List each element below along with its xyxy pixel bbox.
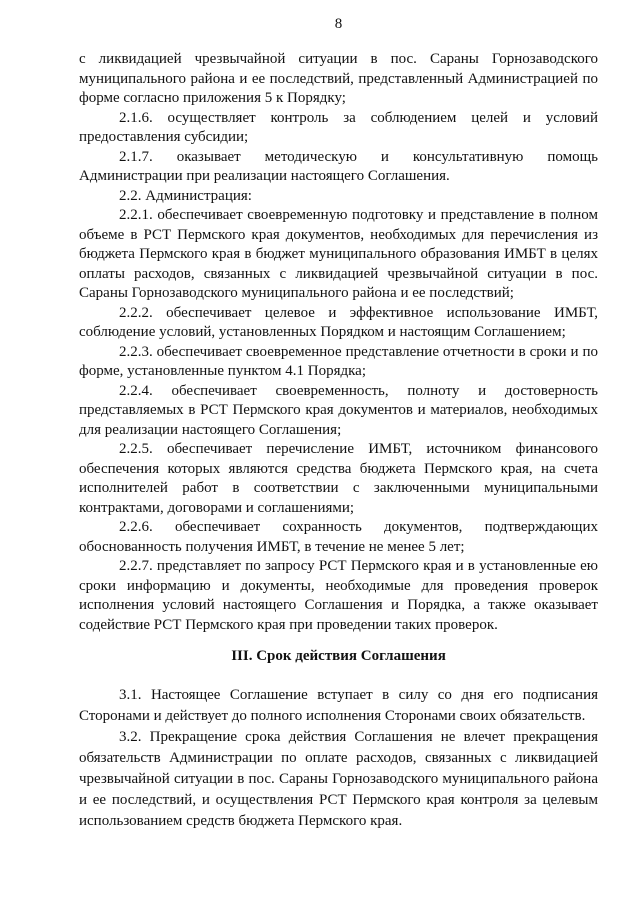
- paragraph-2-2-6: 2.2.6. обеспечивает сохранность документов, подтверждающих обоснованность получения ИМБТ, в течение не менее 5 лет;: [79, 519, 598, 555]
- paragraph-2-1-7: 2.1.7. оказывает методическую и консультативную помощь Администрации при реализации настоящего Соглашения.: [79, 148, 598, 184]
- paragraph-2-2-3: 2.2.3. обеспечивает своевременное представление отчетности в сроки и по форме, установленные пунктом 4.1 Порядка;: [79, 343, 598, 379]
- page-number: 8: [334, 16, 343, 32]
- paragraph-3-2: 3.2. Прекращение срока действия Соглашения не влечет прекращения обязательств Администрации по оплате расходов, связанных с ликвидацией чрезвычайной ситуации в пос. Сараны Горнозаводского муниципального района и ее последствий, и осуществления РСТ Пермского края контроля за целевым использованием средств бюджета Пермского края.: [79, 729, 598, 829]
- section-3-heading: III. Срок действия Соглашения: [231, 648, 446, 664]
- paragraph-3-1: 3.1. Настоящее Соглашение вступает в силу со дня его подписания Сторонами и действует до полного исполнения Сторонами своих обязательств.: [79, 687, 598, 724]
- paragraph-2-1-6: 2.1.6. осуществляет контроль за соблюдением целей и условий предоставления субсидии;: [79, 109, 598, 145]
- paragraph-2-2-7: 2.2.7. представляет по запросу РСТ Пермского края и в установленные ею сроки информацию и документы, необходимые для проведения проверок исполнения условий настоящего Соглашения и Порядка, а также оказывает содействие РСТ Пермского края при проведении таких проверок.: [79, 558, 598, 633]
- paragraph-continuation: с ликвидацией чрезвычайной ситуации в пос. Сараны Горнозаводского муниципального района и ее последствий, представленный Администрацией по форме согласно приложения 5 к Порядку;: [79, 51, 598, 106]
- paragraph-2-2-2: 2.2.2. обеспечивает целевое и эффективное использование ИМБТ, соблюдение условий, установленных Порядком и настоящим Соглашением;: [79, 304, 598, 340]
- paragraph-2-2-5: 2.2.5. обеспечивает перечисление ИМБТ, источником финансового обеспечения которых являются средства бюджета Пермского края, на счета исполнителей работ в соответствии с заключенными муниципальными контрактами, договорами и соглашениями;: [79, 441, 598, 516]
- section-2-continued: [79, 50, 598, 635]
- section-3: [79, 685, 598, 832]
- paragraph-2-2: 2.2. Администрация:: [119, 187, 252, 204]
- paragraph-2-2-1: 2.2.1. обеспечивает своевременную подготовку и представление в полном объеме в РСТ Пермского края документов, необходимых для перечисления из бюджета Пермского края в бюджет муниципального образования ИМБТ в целях оплаты расходов, связанных с ликвидацией чрезвычайной ситуации в пос. Сараны Горнозаводского муниципального района и ее последствий;: [79, 207, 598, 301]
- paragraph-2-2-4: 2.2.4. обеспечивает своевременность, полноту и достоверность представляемых в РСТ Пермского края документов и материалов, необходимых для реализации настоящего Соглашения;: [79, 382, 598, 438]
